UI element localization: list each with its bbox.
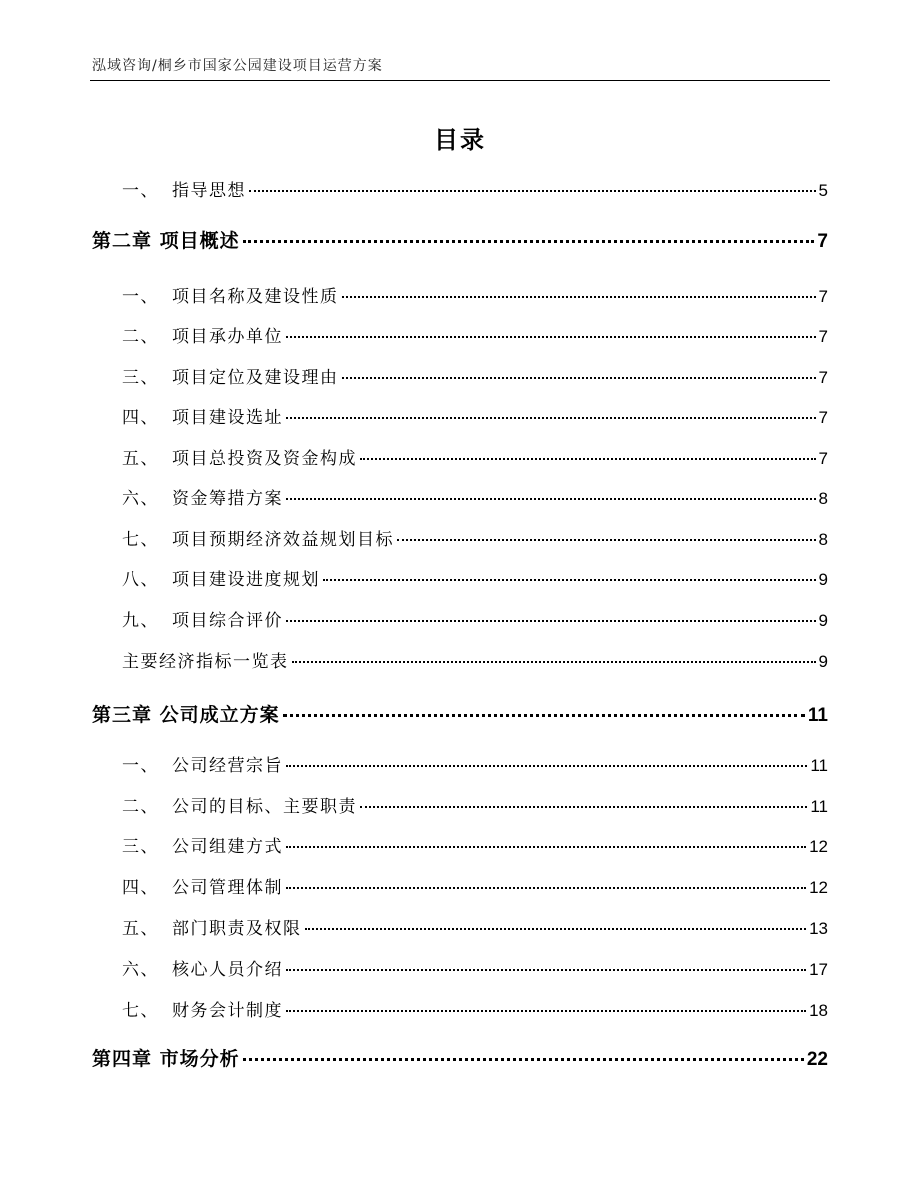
toc-entry-number: 四、 (122, 408, 159, 428)
toc-entry-page-number: 5 (818, 181, 828, 200)
toc-entry-number: 四、 (122, 878, 159, 898)
toc-entry-page-number: 7 (818, 408, 828, 427)
toc-entry-page-number: 18 (809, 1001, 828, 1020)
toc-entry-number: 二、 (122, 327, 159, 347)
toc-section-entry[interactable] (122, 403, 828, 428)
toc-entry-number: 三、 (122, 368, 159, 388)
toc-entry-number: 七、 (122, 1001, 159, 1021)
dot-leader (397, 539, 816, 541)
header-divider (90, 80, 830, 81)
toc-entry-title: 项目建设进度规划 (172, 570, 320, 590)
toc-section-entry[interactable] (122, 996, 828, 1021)
toc-entry-number: 三、 (122, 837, 159, 857)
toc-entry-page-number: 11 (810, 756, 828, 775)
toc-entry-title: 第三章 公司成立方案 (92, 704, 280, 726)
toc-chapter-entry[interactable] (92, 1044, 828, 1071)
toc-entry-title: 财务会计制度 (172, 1001, 283, 1021)
toc-section-entry[interactable] (122, 444, 828, 469)
toc-section-entry[interactable] (122, 647, 828, 672)
toc-entry-number: 五、 (122, 449, 159, 469)
toc-entry-page-number: 9 (818, 611, 828, 630)
toc-section-entry[interactable] (122, 363, 828, 388)
toc-section-entry[interactable] (122, 176, 828, 201)
toc-entry-number: 九、 (122, 611, 159, 631)
toc-entry-page-number: 8 (818, 530, 828, 549)
toc-entry-title: 核心人员介绍 (172, 960, 283, 980)
toc-entry-number: 一、 (122, 287, 159, 307)
toc-section-entry[interactable] (122, 484, 828, 509)
toc-entry-title: 公司管理体制 (172, 878, 283, 898)
dot-leader (286, 417, 816, 419)
dot-leader (342, 377, 816, 379)
dot-leader (305, 928, 807, 930)
dot-leader (286, 336, 816, 338)
dot-leader (292, 661, 816, 663)
toc-entry-title: 指导思想 (172, 181, 246, 201)
dot-leader (360, 458, 816, 460)
toc-section-entry[interactable] (122, 525, 828, 550)
toc-entry-page-number: 22 (806, 1049, 828, 1070)
toc-entry-page-number: 7 (818, 368, 828, 387)
toc-section-entry[interactable] (122, 914, 828, 939)
dot-leader (243, 240, 815, 243)
toc-entry-title: 公司的目标、主要职责 (172, 797, 357, 817)
toc-entry-number: 一、 (122, 181, 159, 201)
dot-leader (286, 498, 816, 500)
dot-leader (286, 1010, 806, 1012)
dot-leader (360, 806, 807, 808)
toc-section-entry[interactable] (122, 565, 828, 590)
dot-leader (283, 714, 805, 717)
toc-entry-page-number: 8 (818, 489, 828, 508)
toc-section-entry[interactable] (122, 606, 828, 631)
toc-entry-page-number: 9 (818, 570, 828, 589)
dot-leader (286, 969, 806, 971)
dot-leader (286, 765, 807, 767)
toc-entry-title: 第二章 项目概述 (92, 230, 240, 252)
toc-entry-page-number: 7 (818, 449, 828, 468)
toc-entry-title: 项目承办单位 (172, 327, 283, 347)
dot-leader (323, 579, 816, 581)
toc-entry-page-number: 7 (817, 231, 828, 252)
toc-entry-title: 项目预期经济效益规划目标 (172, 530, 394, 550)
toc-section-entry[interactable] (122, 792, 828, 817)
toc-entry-title: 项目综合评价 (172, 611, 283, 631)
toc-entry-title: 项目名称及建设性质 (172, 287, 339, 307)
toc-section-entry[interactable] (122, 955, 828, 980)
toc-section-entry[interactable] (122, 832, 828, 857)
toc-section-entry[interactable] (122, 282, 828, 307)
toc-entry-page-number: 13 (809, 919, 828, 938)
toc-entry-title: 项目总投资及资金构成 (172, 449, 357, 469)
toc-entry-title: 项目定位及建设理由 (172, 368, 339, 388)
toc-entry-page-number: 11 (807, 705, 828, 726)
toc-entry-page-number: 7 (818, 327, 828, 346)
running-header: 泓域咨询/桐乡市国家公园建设项目运营方案 (92, 58, 383, 74)
toc-section-entry[interactable] (122, 322, 828, 347)
dot-leader (243, 1058, 804, 1061)
toc-entry-number: 五、 (122, 919, 159, 939)
toc-section-entry[interactable] (122, 873, 828, 898)
dot-leader (249, 190, 816, 192)
toc-entry-page-number: 17 (809, 960, 828, 979)
dot-leader (342, 296, 816, 298)
toc-entry-title: 项目建设选址 (172, 408, 283, 428)
dot-leader (286, 620, 816, 622)
toc-entry-page-number: 9 (818, 652, 828, 671)
toc-entry-page-number: 12 (809, 837, 828, 856)
toc-entry-page-number: 7 (818, 287, 828, 306)
toc-entry-title: 公司组建方式 (172, 837, 283, 857)
toc-chapter-entry[interactable] (92, 226, 828, 253)
toc-entry-title: 部门职责及权限 (172, 919, 302, 939)
toc-entry-title: 公司经营宗旨 (172, 756, 283, 776)
toc-entry-title: 主要经济指标一览表 (122, 652, 289, 672)
dot-leader (286, 846, 806, 848)
toc-entry-title: 第四章 市场分析 (92, 1048, 240, 1070)
toc-entry-number: 一、 (122, 756, 159, 776)
toc-entry-number: 六、 (122, 489, 159, 509)
toc-entry-number: 二、 (122, 797, 159, 817)
toc-section-entry[interactable] (122, 751, 828, 776)
toc-entry-number: 七、 (122, 530, 159, 550)
toc-chapter-entry[interactable] (92, 700, 828, 727)
toc-entry-number: 六、 (122, 960, 159, 980)
toc-entry-title: 资金筹措方案 (172, 489, 283, 509)
toc-entry-page-number: 12 (809, 878, 828, 897)
toc-entry-page-number: 11 (810, 797, 828, 816)
toc-entry-number: 八、 (122, 570, 159, 590)
toc-title: 目录 (434, 126, 486, 154)
dot-leader (286, 887, 806, 889)
